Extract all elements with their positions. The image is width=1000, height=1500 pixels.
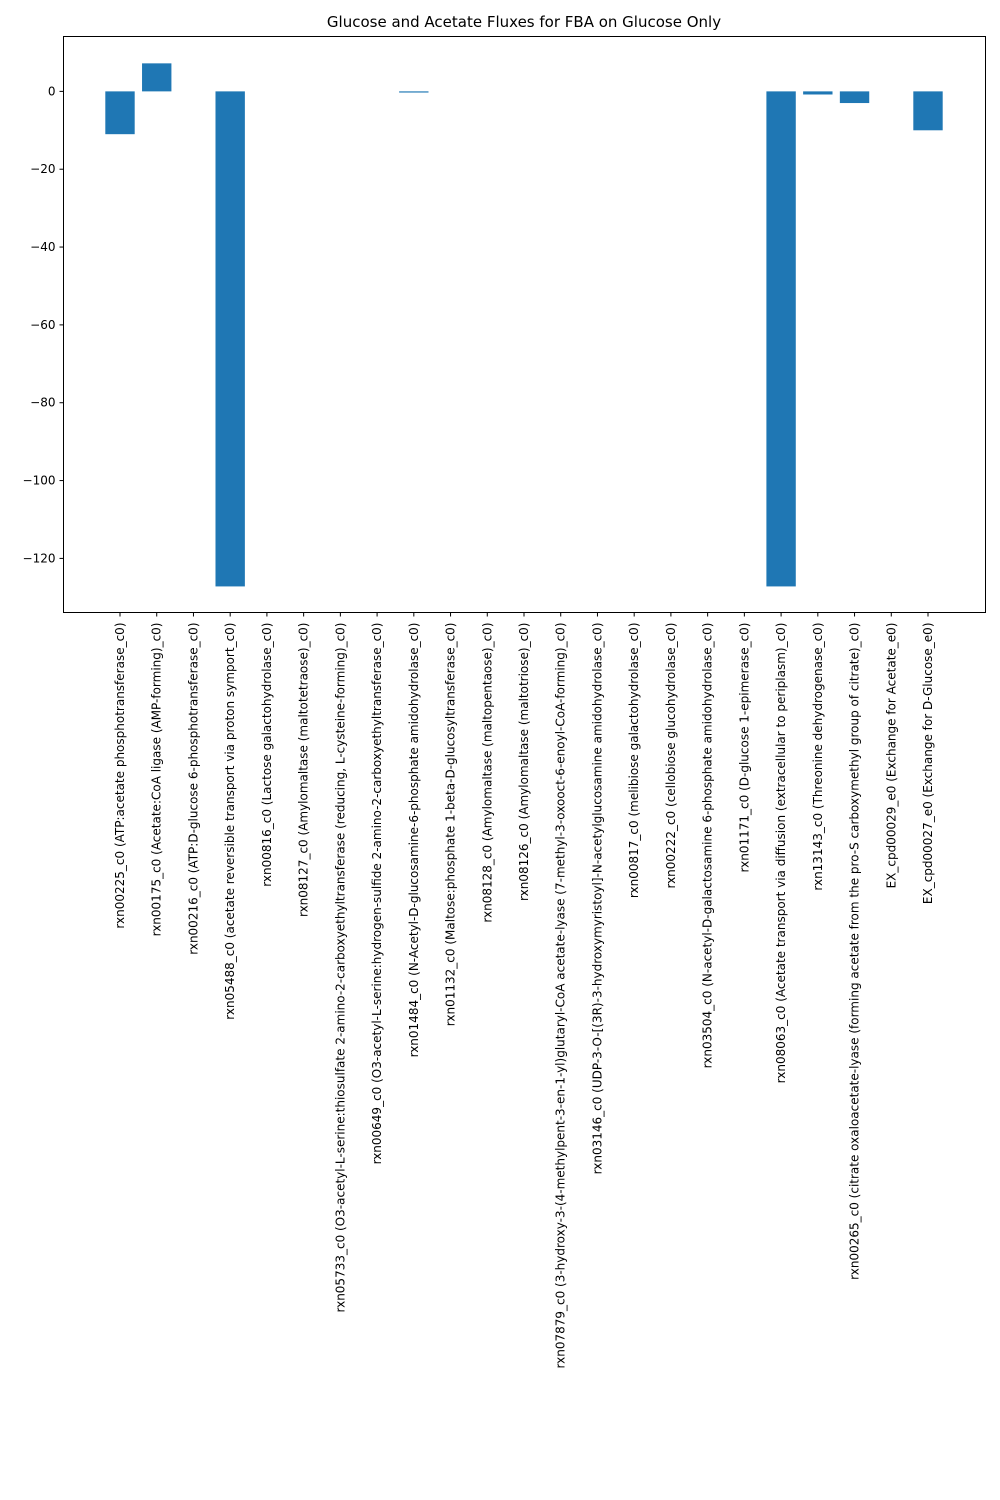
x-tick-label: rxn00216_c0 (ATP:D-glucose 6-phosphotransferase_c0) bbox=[186, 622, 201, 955]
bar bbox=[803, 91, 832, 94]
x-tick-label: rxn07879_c0 (3-hydroxy-3-(4-methylpent-3-en-1-yl)glutaryl-CoA acetate-lyase (7-methyl-3-oxooct-6-enoyl-CoA-forming)_c0) bbox=[553, 622, 568, 1369]
x-tick-label: rxn05488_c0 (acetate reversible transport via proton symport_c0) bbox=[223, 622, 238, 1020]
x-tick-label: rxn01484_c0 (N-Acetyl-D-glucosamine-6-phosphate amidohydrolase_c0) bbox=[406, 622, 421, 1058]
y-tick-label: −40 bbox=[30, 240, 56, 255]
x-tick-label: rxn00649_c0 (O3-acetyl-L-serine:hydrogen-sulfide 2-amino-2-carboxyethyltransferase_c0) bbox=[370, 622, 385, 1165]
x-tick-label: rxn08128_c0 (Amylomaltase (maltopentaose)_c0) bbox=[480, 622, 495, 923]
y-tick-label: −120 bbox=[22, 551, 56, 566]
x-tick-label: rxn08063_c0 (Acetate transport via diffusion (extracellular to periplasm)_c0) bbox=[774, 622, 789, 1084]
x-axis bbox=[113, 613, 935, 1369]
y-tick-label: −100 bbox=[22, 473, 56, 488]
x-tick-label: rxn01132_c0 (Maltose:phosphate 1-beta-D-glucosyltransferase_c0) bbox=[443, 622, 458, 1027]
bar bbox=[215, 91, 244, 586]
x-tick-label: EX_cpd00027_e0 (Exchange for D-Glucose_e0) bbox=[921, 622, 935, 905]
bar bbox=[105, 91, 134, 134]
x-tick-label: rxn00225_c0 (ATP:acetate phosphotransferase_c0) bbox=[113, 622, 127, 929]
x-tick-label: rxn05733_c0 (O3-acetyl-L-serine:thiosulfate 2-amino-2-carboxyethyltransferase (reducing, L-cysteine-forming)_c0) bbox=[333, 622, 348, 1313]
x-tick-label: rxn00816_c0 (Lactose galactohydrolase_c0) bbox=[259, 622, 274, 887]
bar bbox=[913, 91, 942, 130]
x-tick-label: rxn00175_c0 (Acetate:CoA ligase (AMP-forming)_c0) bbox=[149, 622, 164, 937]
x-tick-label: rxn03504_c0 (N-acetyl-D-galactosamine 6-phosphate amidohydrolase_c0) bbox=[700, 622, 715, 1069]
plot-frame bbox=[64, 37, 986, 613]
y-tick-label: −80 bbox=[30, 395, 56, 410]
y-tick-label: −20 bbox=[30, 162, 56, 177]
x-tick-label: rxn13143_c0 (Threonine dehydrogenase_c0) bbox=[810, 622, 825, 891]
bar bbox=[766, 91, 795, 586]
x-tick-label: rxn03146_c0 (UDP-3-O-[(3R)-3-hydroxymyristoyl]-N-acetylglucosamine amidohydrolase_c0) bbox=[590, 622, 605, 1175]
x-tick-label: rxn00222_c0 (cellobiose glucohydrolase_c0) bbox=[663, 622, 678, 889]
x-tick-label: rxn01171_c0 (D-glucose 1-epimerase_c0) bbox=[737, 622, 752, 873]
chart-title: Glucose and Acetate Fluxes for FBA on Glucose Only bbox=[326, 13, 722, 31]
y-tick-label: −60 bbox=[30, 317, 56, 332]
bar bbox=[840, 91, 869, 103]
x-tick-label: rxn00265_c0 (citrate oxaloacetate-lyase (forming acetate from the pro-S carboxymethyl group of citrate)_c0) bbox=[847, 622, 862, 1280]
y-axis bbox=[23, 84, 64, 565]
x-tick-label: EX_cpd00029_e0 (Exchange for Acetate_e0) bbox=[884, 622, 899, 889]
bar bbox=[142, 63, 171, 91]
x-tick-label: rxn08127_c0 (Amylomaltase (maltotetraose)_c0) bbox=[296, 622, 311, 918]
y-tick-label: 0 bbox=[47, 84, 56, 99]
bar-series bbox=[105, 63, 942, 586]
x-tick-label: rxn00817_c0 (melibiose galactohydrolase_c0) bbox=[627, 622, 642, 899]
bar bbox=[399, 91, 428, 92]
x-tick-label: rxn08126_c0 (Amylomaltase (maltotriose)_c0) bbox=[517, 622, 531, 901]
